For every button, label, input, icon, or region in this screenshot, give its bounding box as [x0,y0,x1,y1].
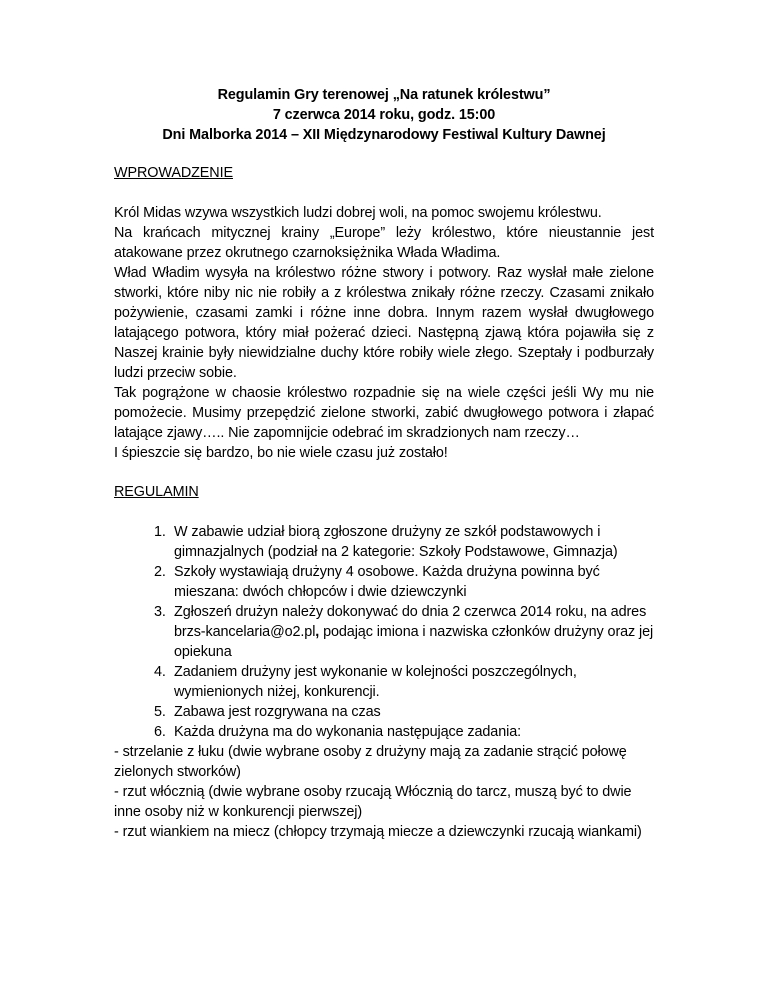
intro-heading: WPROWADZENIE [114,165,233,181]
list-item-number: 4. [154,664,166,680]
intro-paragraph: Król Midas wzywa wszystkich ludzi dobrej woli, na pomoc swojemu królestwu. [114,205,602,221]
document-title [114,85,654,145]
rules-heading: REGULAMIN [114,484,199,500]
task-item: - rzut wiankiem na miecz (chłopcy trzymają miecze a dziewczynki rzucają wiankami) [114,824,642,840]
list-item [154,662,654,702]
title-line-3: Dni Malborka 2014 – XII Międzynarodowy Festiwal Kultury Dawnej [162,127,606,143]
tasks-list [114,742,654,842]
intro-paragraph: Wład Władim wysyła na królestwo różne stwory i potwory. Raz wysłał małe zielone stworki, które niby nic nie robiły a z królestwa znikały różne rzeczy. Czasami znikało pożywienie, czasami zamki i różne inne dobra. Innym razem wysłał dwugłowego latającego potwora, który miał pożerać dzieci. Następną zjawą która pojawiła się z Naszej krainie były niewidzialne duchy które robiły wiele złego. Szeptały i podburzały ludzi przeciw sobie. [114,265,654,381]
list-item-number: 3. [154,604,166,620]
list-item-text: Szkoły wystawiają drużyny 4 osobowe. Każda drużyna powinna być mieszana: dwóch chłopców i dwie dziewczynki [174,564,600,600]
intro-paragraph: Na krańcach mitycznej krainy „Europe” leży królestwo, które nieustannie jest atakowane przez okrutnego czarnoksiężnika Włada Władima. [114,225,654,261]
title-line-2: 7 czerwca 2014 roku, godz. 15:00 [272,107,496,123]
registration-comma: , [315,624,320,640]
list-item-number: 2. [154,564,166,580]
registration-text: Zgłoszeń drużyn należy dokonywać do dnia 2 czerwca 2014 roku, na adres brzs-kancelaria@o2.pl [174,604,647,640]
list-item-text: Zabawa jest rozgrywana na czas [174,704,381,720]
intro-section [114,203,654,463]
list-item-text: W zabawie udział biorą zgłoszone drużyny ze szkół podstawowych i gimnazjalnych (podział na 2 kategorie: Szkoły Podstawowe, Gimnazja) [174,524,618,560]
list-item-number: 5. [154,704,166,720]
list-item-number: 6. [154,724,166,740]
list-item-number: 1. [154,524,166,540]
list-item-text [174,602,654,662]
title-line-1: Regulamin Gry terenowej „Na ratunek królestwu” [217,87,551,103]
list-item-text: Zadaniem drużyny jest wykonanie w kolejności poszczególnych, wymienionych niżej, konkurencji. [174,664,577,700]
list-item [154,562,654,602]
registration-text-end: podając imiona i nazwiska członków drużyny oraz jej opiekuna [174,624,654,660]
task-item: - strzelanie z łuku (dwie wybrane osoby z drużyny mają za zadanie strącić połowę zielonych stworków) [114,744,627,780]
list-item [154,722,654,742]
task-item: - rzut włócznią (dwie wybrane osoby rzucają Włócznią do tarcz, muszą być to dwie inne osoby niż w konkurencji pierwszej) [114,784,632,820]
intro-paragraph: I śpieszcie się bardzo, bo nie wiele czasu już zostało! [114,445,448,461]
list-item [154,702,654,722]
list-item [154,602,654,662]
list-item [154,522,654,562]
rules-list [114,522,654,742]
intro-paragraph: Tak pogrążone w chaosie królestwo rozpadnie się na wiele części jeśli Wy mu nie pomożecie. Musimy przepędzić zielone stworki, zabić dwugłowego potwora i złapać latające zjawy….. Nie zapomnijcie odebrać im skradzionych nam rzeczy… [114,385,654,441]
list-item-text: Każda drużyna ma do wykonania następujące zadania: [174,724,522,740]
